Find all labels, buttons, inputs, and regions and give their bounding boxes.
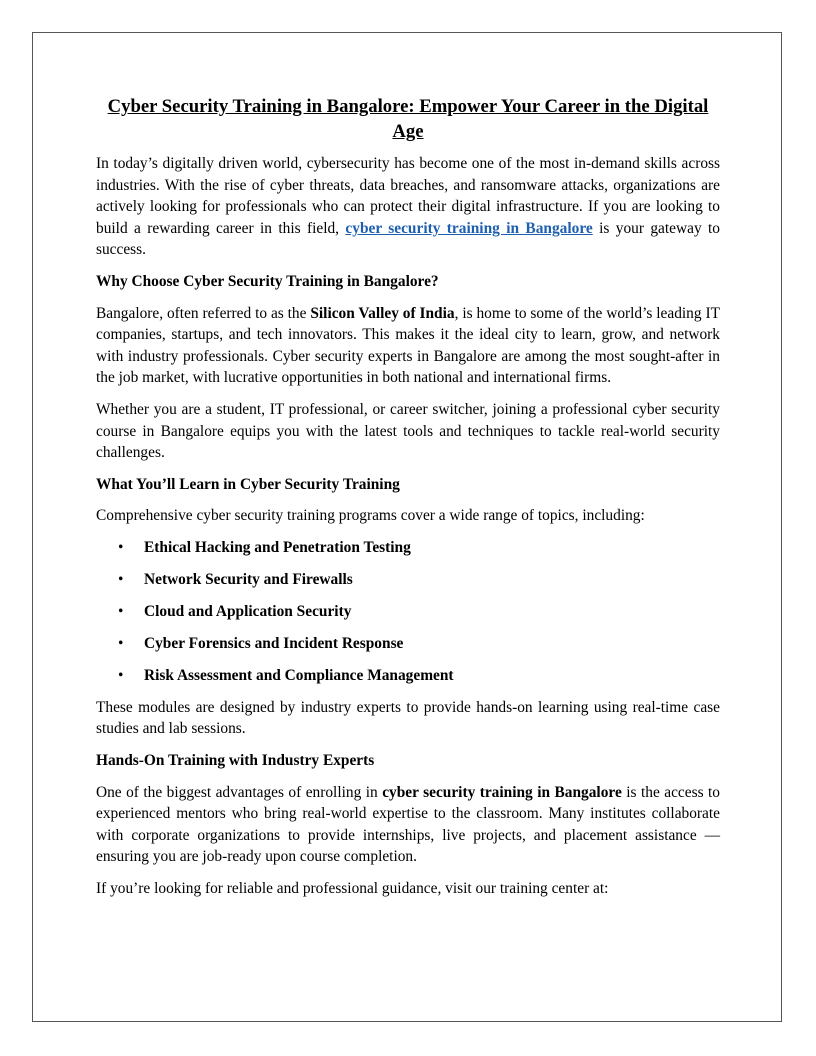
list-item [96, 537, 720, 559]
bullet-icon: • [118, 538, 124, 556]
training-bangalore-bold: cyber security training in Bangalore [382, 783, 622, 801]
section-heading-hands-on: Hands-On Training with Industry Experts [96, 752, 375, 770]
why-p1-after: , is home to some of the world’s leading IT companies, startups, and tech innovators. This makes it the ideal city to learn, grow, and network with industry professionals. Cyber security experts in Bangalore are among the most sought-after in the job market, with lucrative opportunities in both national and international firms. [96, 304, 720, 387]
why-p1-before: Bangalore, often referred to as the [96, 304, 311, 322]
learn-intro-paragraph: Comprehensive cyber security training programs cover a wide range of topics, including: [96, 507, 645, 525]
intro-text-before-link: In today’s digitally driven world, cybersecurity has become one of the most in-demand skills across industries. With the rise of cyber threats, data breaches, and ransomware attacks, organizations are actively looking for professionals who can protect their digital infrastructure. If you are looking to build a rewarding career in this field, [96, 155, 720, 237]
list-item [96, 569, 720, 591]
hands-on-p1-before: One of the biggest advantages of enrolling in [96, 783, 383, 801]
bullet-icon: • [118, 666, 124, 684]
bullet-icon: • [118, 570, 124, 588]
topic-label: Network Security and Firewalls [144, 570, 353, 588]
document-body [96, 94, 720, 910]
list-item [96, 665, 720, 687]
why-choose-paragraph-2: Whether you are a student, IT professional, or career switcher, joining a professional cyber security course in Bangalore equips you with the latest tools and techniques to tackle real-world security challenges. [96, 400, 720, 462]
section-heading-why-choose: Why Choose Cyber Security Training in Bangalore? [96, 272, 439, 290]
silicon-valley-bold: Silicon Valley of India [310, 304, 455, 322]
topic-label: Cyber Forensics and Incident Response [144, 634, 404, 652]
section-heading-what-you-learn: What You’ll Learn in Cyber Security Training [96, 475, 400, 493]
bullet-icon: • [118, 602, 124, 620]
learn-outro-paragraph: These modules are designed by industry experts to provide hands-on learning using real-time case studies and lab sessions. [96, 698, 720, 738]
cyber-security-training-link[interactable]: cyber security training in Bangalore [345, 219, 593, 237]
intro-text-after-link: is your gateway to success. [96, 219, 720, 259]
hands-on-p1-after: is the access to experienced mentors who bring real-world expertise to the classroom. Many institutes collaborate with corporate organizations to provide internships, live projects, and placement assistance — ensuring you are job-ready upon course completion. [96, 783, 721, 866]
topic-label: Cloud and Application Security [144, 602, 352, 620]
hands-on-paragraph-1 [96, 782, 720, 868]
topic-label: Risk Assessment and Compliance Management [144, 666, 454, 684]
topics-list [96, 537, 720, 687]
hands-on-paragraph-2: If you’re looking for reliable and professional guidance, visit our training center at: [96, 879, 609, 897]
intro-paragraph [96, 153, 720, 261]
document-title: Cyber Security Training in Bangalore: Empower Your Career in the Digital Age [107, 96, 709, 142]
why-choose-paragraph-1 [96, 303, 720, 389]
bullet-icon: • [118, 634, 124, 652]
list-item [96, 601, 720, 623]
list-item [96, 633, 720, 655]
topic-label: Ethical Hacking and Penetration Testing [144, 538, 411, 556]
